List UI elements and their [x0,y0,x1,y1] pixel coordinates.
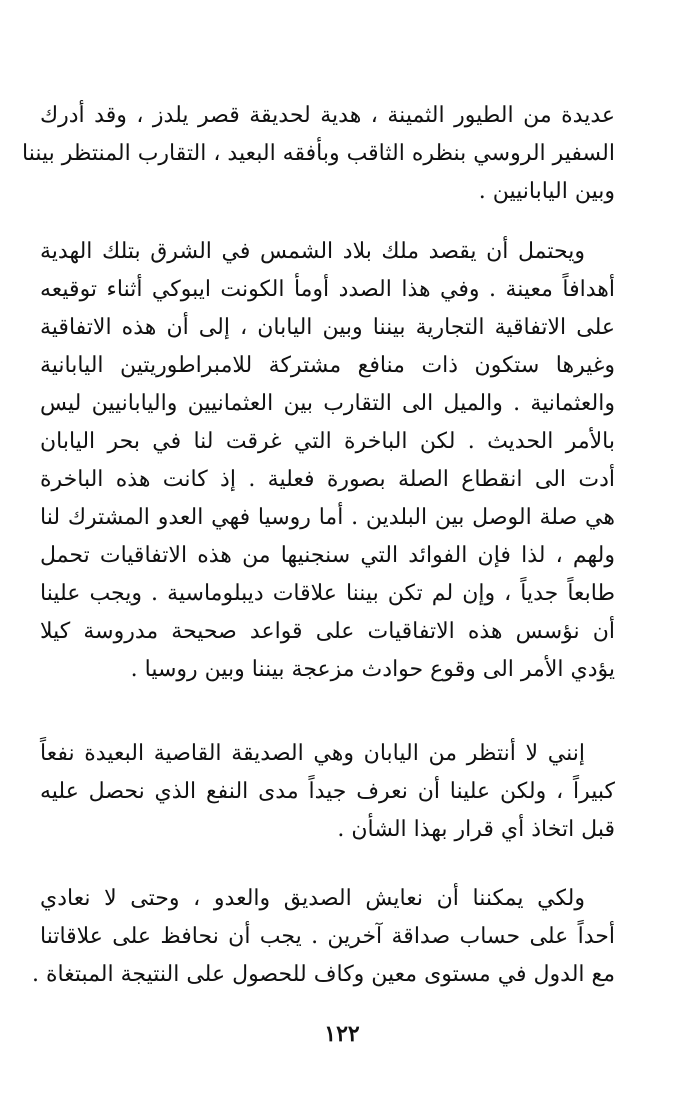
text-line: عديدة من الطيور الثمينة ، هدية لحديقة قصر يلدز ، وقد أدرك [40,103,615,128]
text-line: ولكي يمكننا أن نعايش الصديق والعدو ، وحتى لا نعادي [40,886,585,911]
text-line: قبل اتخاذ أي قرار بهذا الشأن . [337,817,615,842]
page-number: ١٢٢ [324,1021,360,1047]
text-line: ولهم ، لذا فإن الفوائد التي سنجنيها من هذه الاتفاقيات تحمل [40,543,615,568]
text-line: أدت الى انقطاع الصلة بصورة فعلية . إذ كانت هذه الباخرة [40,467,615,492]
text-line: ويحتمل أن يقصد ملك بلاد الشمس في الشرق بتلك الهدية [40,239,585,264]
paragraph-3 [40,735,615,849]
text-line: أهدافاً معينة . وفي هذا الصدد أومأ الكونت ايبوكي أثناء توقيعه [40,277,615,302]
text-line: مع الدول في مستوى معين وكاف للحصول على النتيجة المبتغاة . [31,962,615,987]
text-line: أحداً على حساب صداقة آخرين . يجب أن نحافظ على علاقاتنا [40,924,615,949]
text-line: بالأمر الحديث . لكن الباخرة التي غرقت لنا في بحر اليابان [40,429,615,454]
text-line: وبين اليابانيين . [478,179,615,204]
text-line: أن نؤسس هذه الاتفاقيات على قواعد صحيحة مدروسة كيلا [40,619,615,644]
text-line: وغيرها ستكون ذات منافع مشتركة للامبراطوريتين اليابانية [40,353,615,378]
text-line: السفير الروسي بنظره الثاقب وبأفقه البعيد ، التقارب المنتظر بيننا [22,141,615,166]
text-line: كبيراً ، ولكن علينا أن نعرف جيداً مدى النفع الذي نحصل عليه [40,779,615,804]
text-line: إنني لا أنتظر من اليابان وهي الصديقة القاصية البعيدة نفعاً [40,741,585,766]
paragraph-4 [31,880,615,994]
text-line: هي صلة الوصل بين البلدين . أما روسيا فهي العدو المشترك لنا [40,505,615,530]
text-line: على الاتفاقية التجارية بيننا وبين اليابان ، إلى أن هذه الاتفاقية [40,315,615,340]
paragraph-1 [22,97,615,211]
paragraph-2 [40,233,615,689]
text-line: طابعاً جدياً ، وإن لم تكن بيننا علاقات ديبلوماسية . ويجب علينا [40,581,615,606]
text-line: يؤدي الأمر الى وقوع حوادث مزعجة بيننا وبين روسيا . [130,657,615,682]
text-line: والعثمانية . والميل الى التقارب بين العثمانيين واليابانيين ليس [40,391,615,416]
